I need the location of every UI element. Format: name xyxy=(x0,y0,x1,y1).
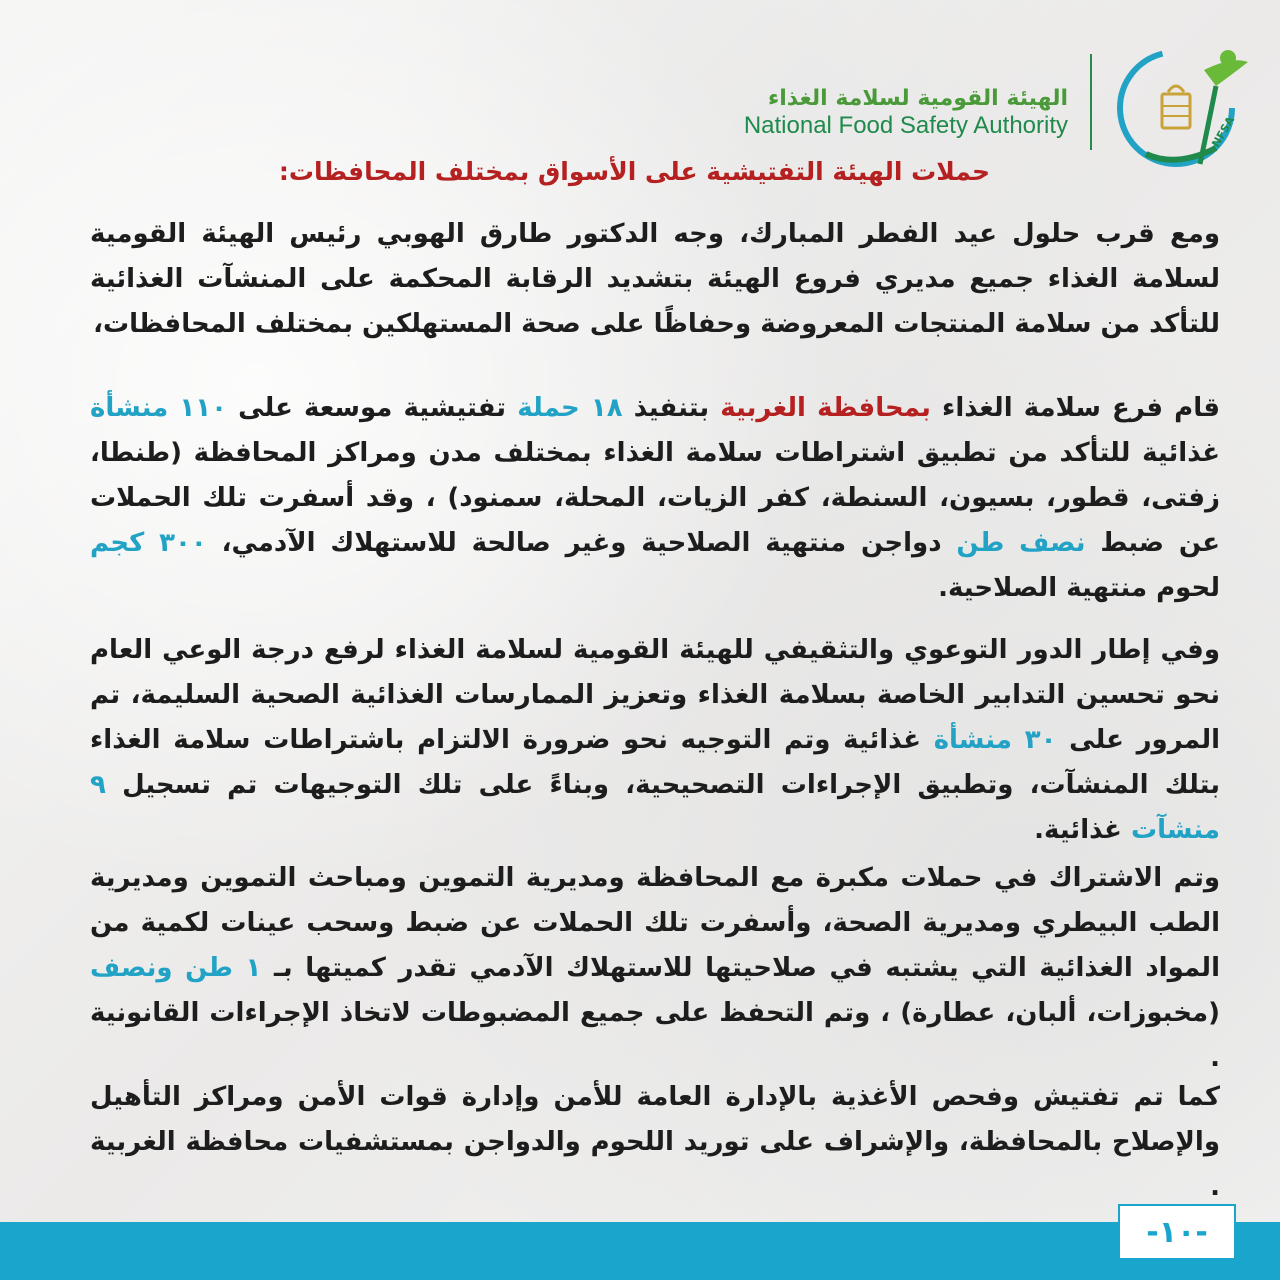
text-segment: (مخبوزات، ألبان، عطارة) ، وتم التحفظ على جميع المضبوطات لاتخاذ الإجراءات القانونية . xyxy=(90,998,1220,1073)
text-segment: وفي إطار الدور التوعوي والتثقيفي للهيئة القومية لسلامة الغذاء لرفع درجة الوعي العام نحو تحسين التدابير الخاصة بسلامة الغذاء وتعزيز الممارسات الغذائية الصحية السليمة، تم المرور على xyxy=(90,635,1220,755)
header xyxy=(692,36,1252,176)
page-number: -١٠- xyxy=(1146,1214,1208,1250)
text-segment: دواجن منتهية الصلاحية وغير صالحة للاستهلاك الآدمي، xyxy=(206,528,957,558)
text-segment: بتنفيذ xyxy=(622,393,721,423)
poultry-amount: نصف طن xyxy=(956,528,1086,558)
text-segment: وتم الاشتراك في حملات مكبرة مع المحافظة ومديرية التموين ومباحث التموين ومديرية الطب البيطري ومديرية الصحة، وأسفرت تلك الحملات عن ضبط وسحب عينات لكمية من المواد الغذائية التي يشتبه في صلاحيتها للاستهلاك الآدمي تقدر كميتها بـ xyxy=(90,863,1220,983)
page-title: حملات الهيئة التفتيشية على الأسواق بمختلف المحافظات: xyxy=(278,157,990,186)
establishments-count: ١١٠ منشأة xyxy=(90,393,228,423)
paragraph-inspection: كما تم تفتيش وفحص الأغذية بالإدارة العامة للأمن وإدارة قوات الأمن ومراكز التأهيل والإصلاح بالمحافظة، والإشراف على توريد اللحوم والدواجن بمستشفيات محافظة الغربية . xyxy=(90,1082,1220,1202)
paragraph-directive: ومع قرب حلول عيد الفطر المبارك، وجه الدكتور طارق الهوبي رئيس الهيئة القومية لسلامة الغذاء جميع مديري فروع الهيئة بتشديد الرقابة المحكمة على المنشآت الغذائية للتأكد من سلامة المنتجات المعروضة وحفاظًا على صحة المستهلكين بمختلف المحافظات، xyxy=(90,219,1220,339)
campaigns-count: ١٨ حملة xyxy=(517,393,623,423)
text-segment: غذائية وتم التوجيه نحو ضرورة الالتزام باشتراطات سلامة الغذاء بتلك المنشآت، وتطبيق الإجراءات التصحيحية، وبناءً على تلك التوجيهات تم تسجيل xyxy=(90,725,1220,800)
governorate-name: بمحافظة الغربية xyxy=(720,393,931,423)
footer-bar xyxy=(0,1222,1280,1280)
visited-count: ٣٠ منشأة xyxy=(933,725,1057,755)
text-segment: غذائية. xyxy=(1034,815,1131,845)
logo-divider xyxy=(1090,54,1092,150)
text-segment: لحوم منتهية الصلاحية. xyxy=(938,573,1220,603)
logo-abbr: NFSA xyxy=(1209,114,1238,150)
registered-count: ٩ منشآت xyxy=(90,770,1220,845)
text-segment: قام فرع سلامة الغذاء xyxy=(930,393,1220,423)
org-name-english: National Food Safety Authority xyxy=(743,112,1068,139)
nfsa-logo-icon xyxy=(1112,36,1252,176)
page-number-badge xyxy=(1118,1204,1236,1260)
text-segment: غذائية للتأكد من تطبيق اشتراطات سلامة الغذاء بمختلف مدن ومراكز المحافظة (طنطا، زفتى، قطور، بسيون، السنطة، كفر الزيات، المحلة، سمنود) ، وقد أسفرت تلك الحملات عن ضبط xyxy=(90,438,1220,558)
paragraph-gharbia-campaigns xyxy=(90,386,1220,611)
paragraph-joint-campaigns xyxy=(90,856,1220,1081)
org-name-arabic: الهيئة القومية لسلامة الغذاء xyxy=(767,86,1068,111)
meat-amount: ٣٠٠ كجم xyxy=(90,528,207,558)
paragraph-awareness xyxy=(90,628,1220,853)
text-segment: تفتيشية موسعة على xyxy=(227,393,518,423)
seized-amount: ١ طن ونصف xyxy=(90,953,262,983)
